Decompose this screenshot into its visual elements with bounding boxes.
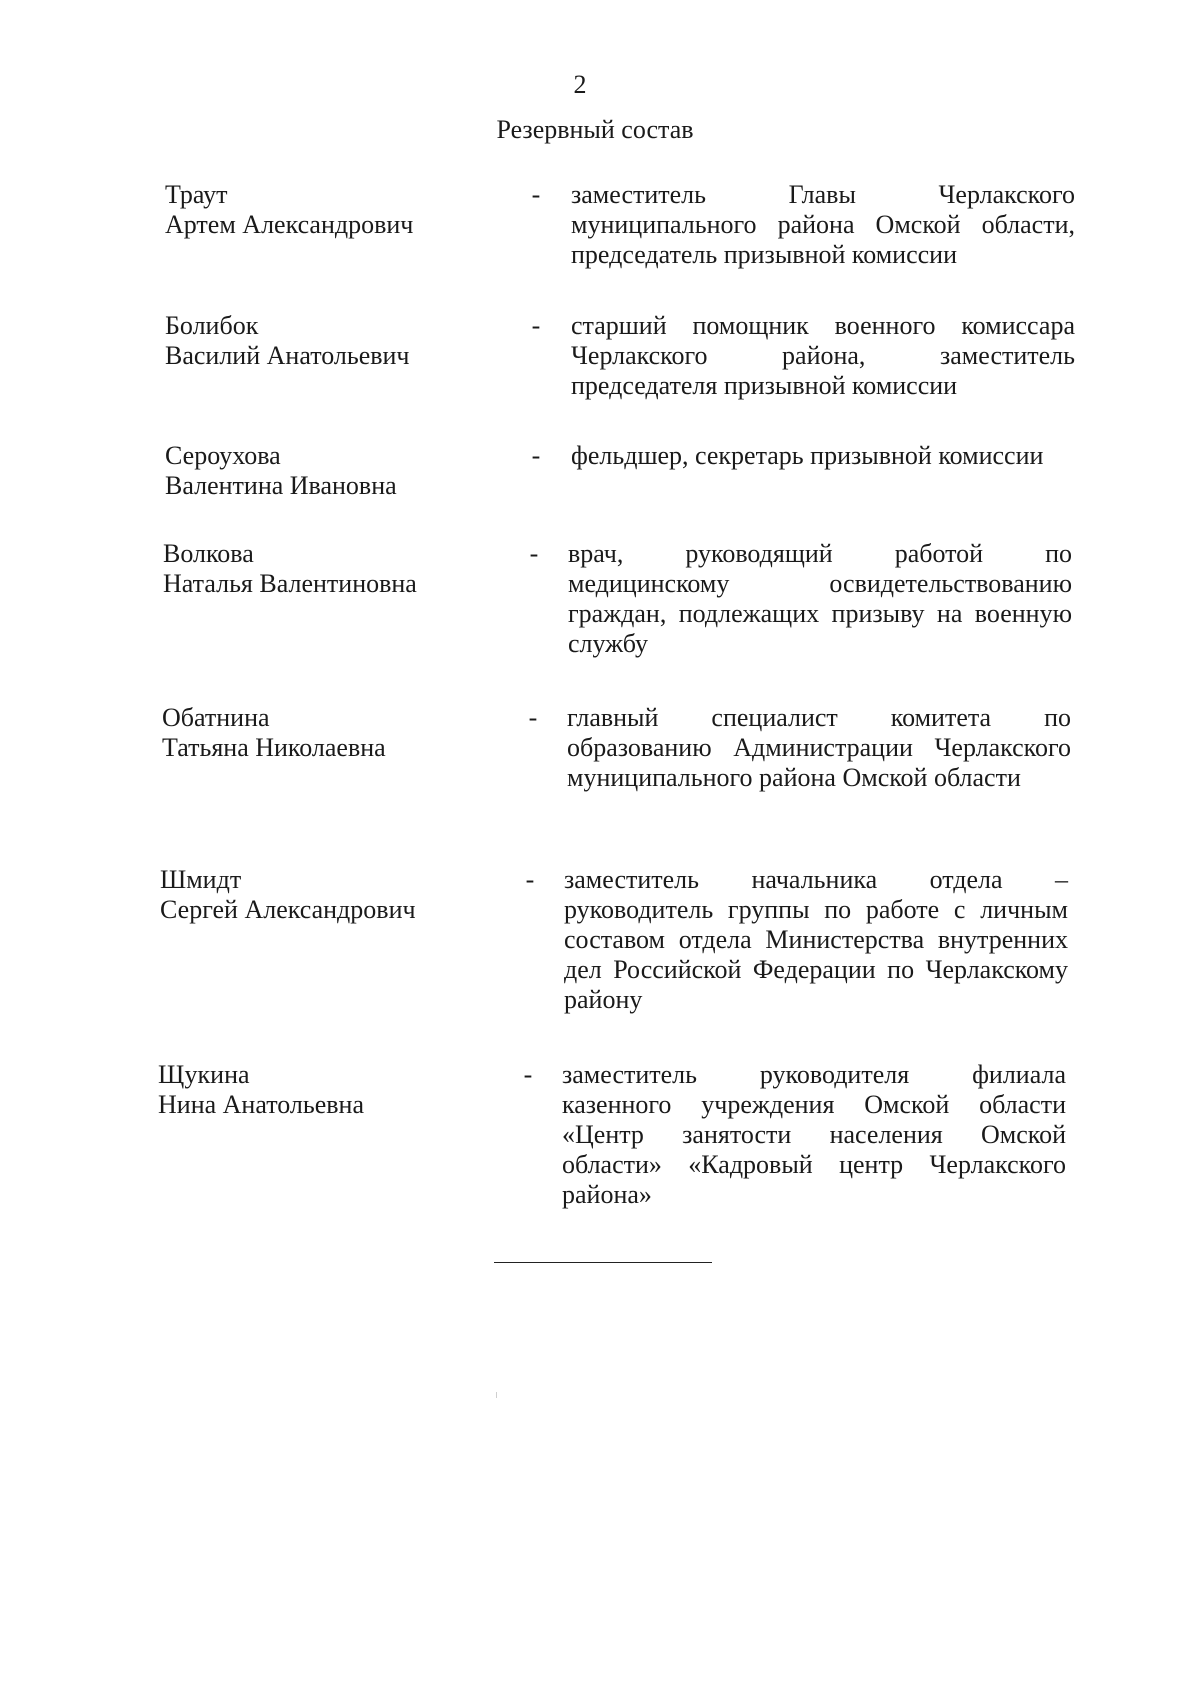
member-role: заместитель Главы Черлакского муниципального района Омской области, председатель призывной комиссии xyxy=(571,180,1075,269)
member-given-names: Валентина Ивановна xyxy=(165,471,397,500)
member-name xyxy=(160,865,490,925)
member-surname: Шмидт xyxy=(160,865,242,894)
member-surname: Обатнина xyxy=(162,703,270,732)
page-number: 2 xyxy=(573,70,587,99)
dash-separator: - xyxy=(525,865,535,894)
dash-separator: - xyxy=(523,1060,533,1089)
member-name xyxy=(165,441,495,501)
member-given-names: Василий Анатольевич xyxy=(165,341,410,370)
member-role: старший помощник военного комиссара Черлакского района, заместитель председателя призывной комиссии xyxy=(571,311,1075,400)
member-surname: Траут xyxy=(165,180,228,209)
member-name xyxy=(165,180,495,240)
scan-speck xyxy=(496,1392,497,1398)
member-surname: Волкова xyxy=(163,539,254,568)
member-name xyxy=(162,703,492,763)
member-surname: Сероухова xyxy=(165,441,281,470)
member-given-names: Наталья Валентиновна xyxy=(163,569,417,598)
member-given-names: Артем Александрович xyxy=(165,210,414,239)
member-role: врач, руководящий работой по медицинскому освидетельствованию граждан, подлежащих призыву на военную службу xyxy=(568,539,1072,658)
member-name xyxy=(165,311,495,371)
section-title: Резервный состав xyxy=(496,115,694,144)
member-role: заместитель руководителя филиала казенного учреждения Омской области «Центр занятости населения Омской области» «Кадровый центр Черлакского района» xyxy=(562,1060,1066,1209)
member-role: фельдшер, секретарь призывной комиссии xyxy=(571,441,1044,470)
member-given-names: Татьяна Николаевна xyxy=(162,733,386,762)
dash-separator: - xyxy=(531,180,541,209)
member-surname: Болибок xyxy=(165,311,259,340)
closing-rule xyxy=(494,1262,712,1263)
member-given-names: Нина Анатольевна xyxy=(158,1090,364,1119)
dash-separator: - xyxy=(531,311,541,340)
dash-separator: - xyxy=(531,441,541,470)
dash-separator: - xyxy=(529,539,539,568)
member-role: заместитель начальника отдела – руководитель группы по работе с личным составом отдела Министерства внутренних дел Российской Федерации по Черлакскому району xyxy=(564,865,1068,1014)
member-name xyxy=(158,1060,488,1120)
member-given-names: Сергей Александрович xyxy=(160,895,416,924)
member-role: главный специалист комитета по образованию Администрации Черлакского муниципального района Омской области xyxy=(567,703,1071,792)
member-surname: Щукина xyxy=(158,1060,250,1089)
member-name xyxy=(163,539,493,599)
dash-separator: - xyxy=(528,703,538,732)
